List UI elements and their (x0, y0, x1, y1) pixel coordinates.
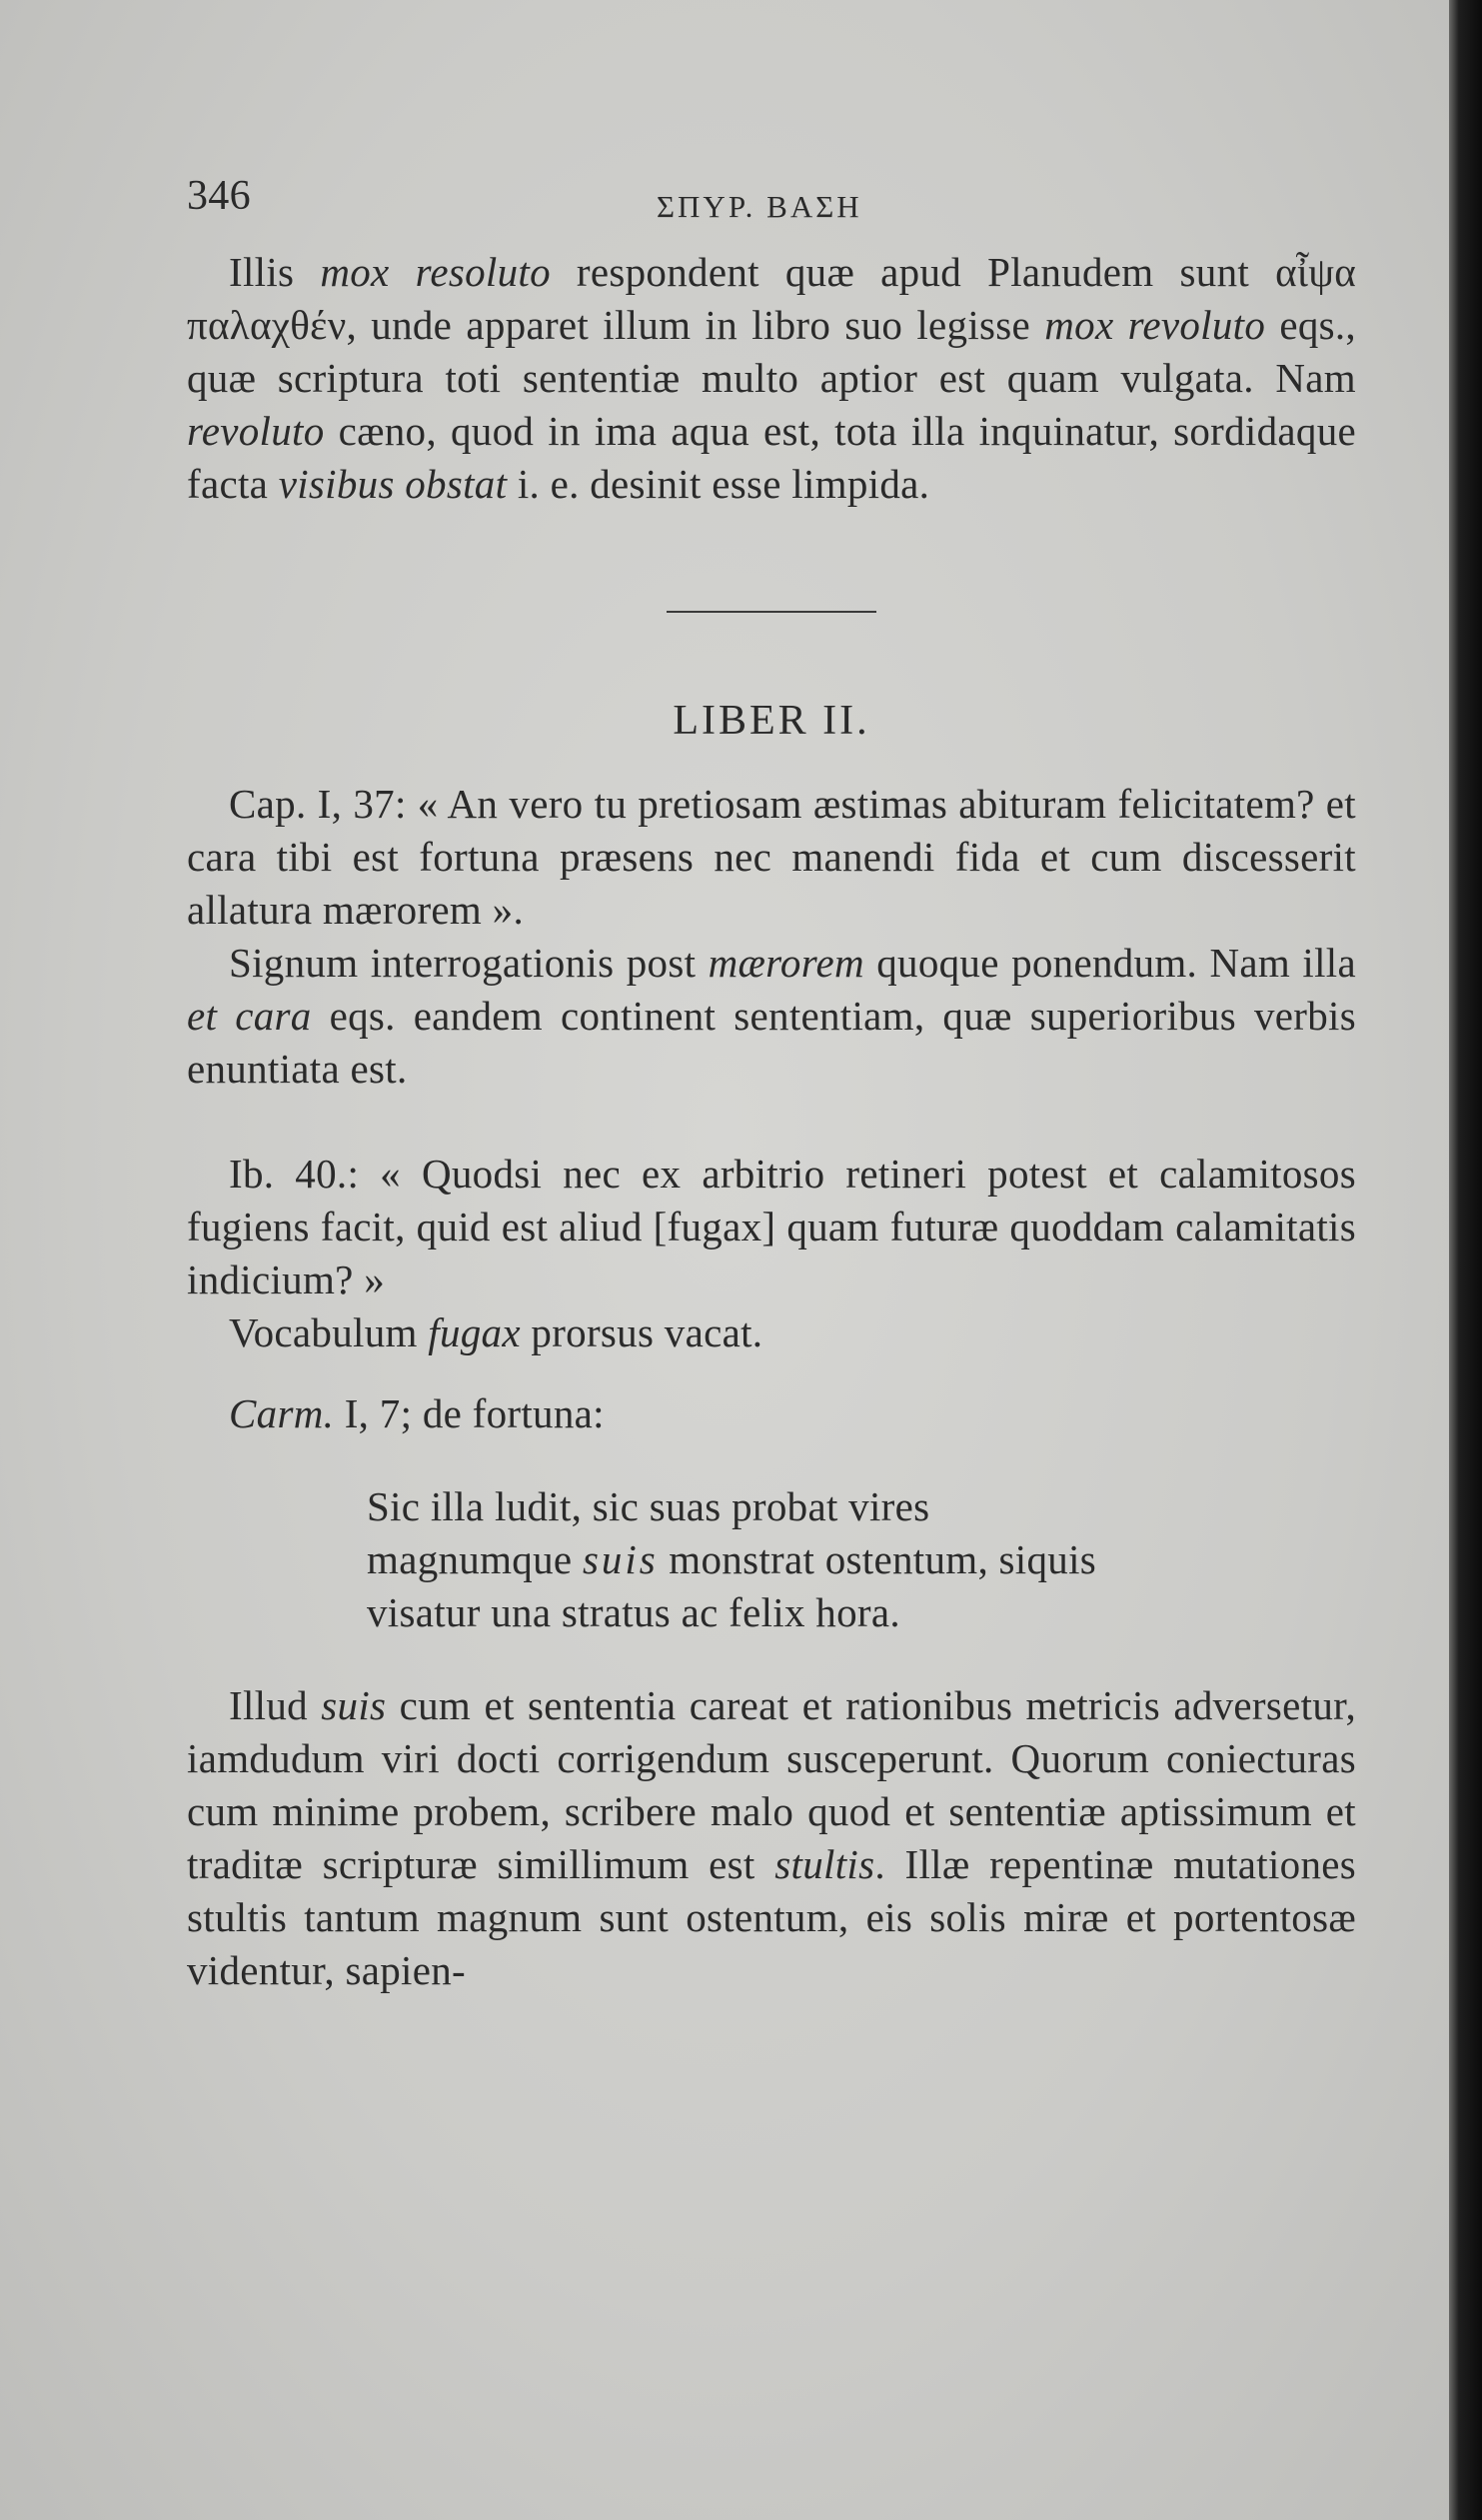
cap1-comment: Signum interrogationis post mærorem quoque ponendum. Nam illa et cara eqs. eandem continent sententiam, quæ superioribus verbis enuntiata est. (187, 940, 1357, 1092)
ib40-comment: Vocabulum fugax prorsus vacat. (229, 1309, 763, 1355)
cap1-quote: Cap. I, 37: « An vero tu pretiosam æstimas abituram felicitatem? et cara tibi est fortuna præsens nec manendi fida et cum discesserit allatura mærorem ». (187, 781, 1356, 933)
verse-quote (367, 1480, 1356, 1639)
section-title: LIBER II. (673, 698, 870, 744)
italic-term: suis (321, 1682, 387, 1728)
italic-term: revoluto (187, 408, 325, 454)
italic-term: fugax (428, 1309, 521, 1355)
italic-term: Carm. (229, 1390, 335, 1436)
text-column (187, 170, 1356, 1997)
italic-term: visibus obstat (278, 461, 508, 507)
italic-term: stultis (774, 1841, 875, 1887)
verse-line-2: magnumque suis monstrat ostentum, siquis (367, 1536, 1097, 1582)
spacer (187, 1096, 1356, 1148)
page-number: 346 (187, 173, 251, 219)
verse-line-1: Sic illa ludit, sic suas probat vires (367, 1483, 930, 1529)
italic-term: mox resoluto (320, 249, 551, 295)
spacer (187, 1359, 1356, 1387)
carm-reference: Carm. I, 7; de fortuna: (229, 1390, 605, 1436)
italic-term: suis (582, 1536, 659, 1582)
italic-term: et cara (187, 993, 312, 1039)
section-divider (667, 611, 876, 613)
italic-term: mox revoluto (1044, 302, 1266, 348)
running-head (187, 170, 1356, 234)
page-edge-shadow (1449, 0, 1482, 2520)
italic-term: mærorem (708, 940, 864, 986)
ib40-quote: Ib. 40.: « Quodsi nec ex arbitrio retineri potest et calamitosos fugiens facit, quid est aliud [fugax] quam futuræ quoddam calamitatis indicium? » (187, 1151, 1356, 1302)
final-paragraph: Illud suis cum et sententia careat et rationibus metricis adversetur, iamdudum viri docti corrigendum susceperunt. Quorum coniecturas cum minime probem, scribere malo quod et sententiæ aptissimum et traditæ scripturæ simillimum est stultis. Illæ repentinæ mutationes stultis tantum magnum sunt ostentum, eis solis miræ et portentosæ videntur, sapien- (187, 1682, 1356, 1993)
running-title: ΣΠΥΡ. ΒΑΣΗ (657, 189, 862, 224)
verse-line-3: visatur una stratus ac felix hora. (367, 1589, 900, 1635)
intro-paragraph: Illis mox resoluto respondent quæ apud Planudem sunt αἶψα παλαχθέν, unde apparet illum in libro suo legisse mox revoluto eqs., quæ scriptura toti sententiæ multo aptior est quam vulgata. Nam revoluto cæno, quod in ima aqua est, tota illa inquinatur, sordidaque facta visibus obstat i. e. desinit esse limpida. (187, 249, 1356, 507)
